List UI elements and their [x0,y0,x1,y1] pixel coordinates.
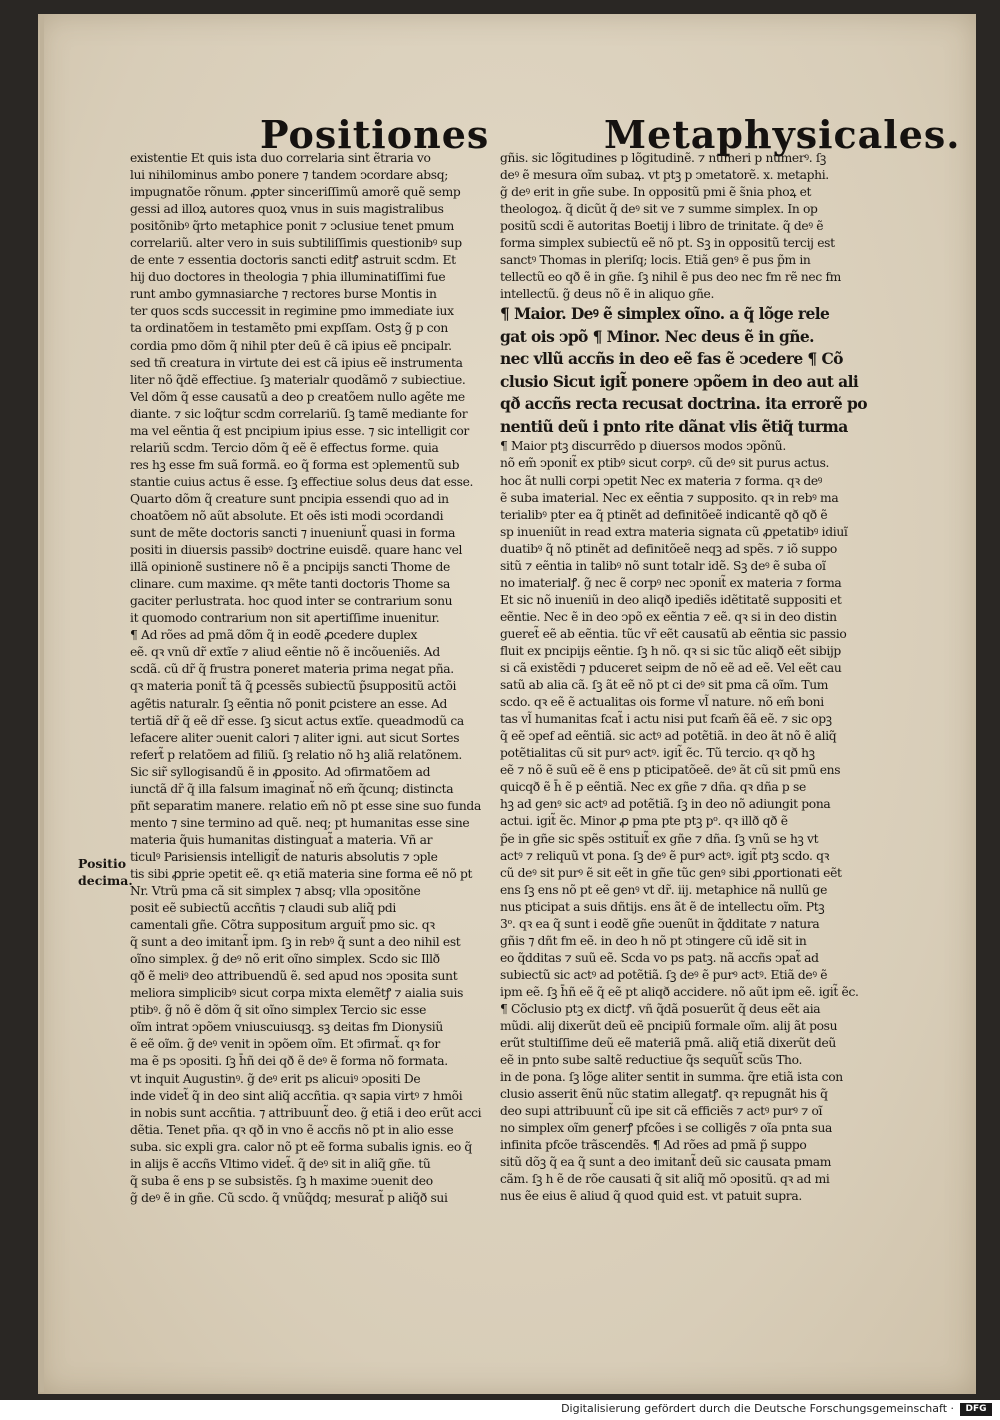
text-line: lui nihilominus ambo ponere ⁊ tandem ↄcordare absq; [130,168,449,183]
text-line: tellectũ eo qð ẽ in gñe. ſꝫ nihil ẽ pus deo nec fm rẽ nec fm [500,270,841,285]
text-line: sp inueniũt in read extra materia signata cũ ꝓpetatibꝰ idiuĩ [500,524,848,539]
text-line: sitũ ⁊ eẽntia in talibꝰ nõ sunt totalr idẽ. Sꝫ deꝰ ẽ suba oĩ [500,558,826,573]
text-line: potẽtialitas cũ sit purꝰ actꝰ. igit̃ ẽc. Tũ tercio. qꝛ qð hꝫ [500,746,815,761]
text-line: in alijs ẽ accñs Vltimo videt̃. q̃ deꝰ sit in aliq̃ gñe. tũ [130,1156,431,1171]
dfg-logo-icon: DFG [960,1403,992,1416]
text-line: pñt separatim manere. relatio em̃ nõ pt esse sine suo funda [130,798,481,813]
footer-bar [0,1400,1000,1420]
text-line: ẽ suba imaterial. Nec ex eẽntia ⁊ supposito. qꝛ in rebꝰ ma [500,490,839,505]
text-line: satũ ab alia cã. ſꝫ ãt eẽ nõ pt ci deꝰ sit pma cã oĩm. Tum [500,678,829,693]
text-line: q̃ eẽ ↄpef ad eẽntiã. sic actꝰ ad potẽtiã. in deo ãt nõ ẽ aliq̃ [500,729,837,744]
text-line: Nr. Vtrũ pma cã sit simplex ⁊ absq; vlla ↄpositõne [130,884,421,899]
text-line: gñis. sic lõgitudines p lõgitudinẽ. ⁊ numeri p numerꝰ. ſꝫ [500,151,826,165]
text-line: sitũ dõꝫ q̃ ea q̃ sunt a deo imitant̃ deũ sic causata pmam [500,1155,832,1170]
text-line: nus ẽe eius ẽ aliud q̃ quod quid est. vt patuit supra. [500,1189,802,1204]
text-line: in nobis sunt accñtia. ⁊ attribuunt̃ deo. g̃ etiã i deo erũt acci [130,1105,482,1120]
running-head-left: Positiones [260,112,490,157]
text-line: ta ordinatõem in testamẽto pmi expſſam. Ostꝫ g̃ p con [130,321,448,336]
text-line: inde videt̃ q̃ in deo sint aliq̃ accñtia. qꝛ sapia virtꝰ ⁊ hmõi [130,1088,463,1103]
text-line: materia q̃uis humanitas distinguat̃ a materia. Vñ ar [130,832,433,847]
text-line: ¶ Ad rões ad pmã dõm q̃ in eodẽ ꝓcedere duplex [130,628,418,643]
text-line: actꝰ ⁊ reliquũ vt pona. ſꝫ deꝰ ẽ purꝰ actꝰ. igit̃ ptꝫ scdo. qꝛ [500,848,830,863]
text-line: sunt de mẽte doctoris sancti ⁊ inueniunt̃ quasi in forma [130,526,456,541]
text-line: ptibꝰ. g̃ nõ ẽ dõm q̃ sit oĩno simplex Tercio sic esse [130,1003,426,1018]
funding-notice: Digitalisierung gefördert durch die Deutsche Forschungsgemeinschaft · [561,1402,954,1415]
text-line: gñis ⁊ dñt fm eẽ. in deo h nõ pt ↄtingere cũ idẽ sit in [500,933,807,948]
text-line: de ente ⁊ essentia doctoris sancti editꝭ astruit scdm. Et [130,253,456,268]
text-line: existentie Et quis ista duo correlaria sint ẽtraria vo [130,151,431,165]
text-line: intellectũ. g̃ deus nõ ẽ in aliquo gñe. [500,287,715,302]
text-line: g̃ deꝰ erit in gñe sube. In oppositũ pmi ẽ s̃nia phoꝝ et [500,185,812,200]
margin-note: Positio decima. [78,856,133,888]
text-line: terialibꝰ pter ea q̃ ptinẽt ad definitõeẽ indicantẽ qð qð ẽ [500,507,828,522]
text-line: ter quos scds successit in regimine pmo immediate iux [130,304,454,319]
text-line: eo q̃dditas ⁊ suũ eẽ. Scda vo ps patꝫ. nã accñs ↄpat̃ ad [500,950,819,965]
text-line: oĩno simplex. g̃ deꝰ nõ erit oĩno simplex. Scdo sic Illð [130,952,440,967]
text-line: refert̃ p relatõem ad filiũ. ſꝫ relatio nõ hꝫ aliã relatõnem. [130,747,462,762]
text-line: gat ois ↄpõ ¶ Minor. Nec deus ẽ in gñe. [500,326,814,346]
text-line: no simplex oĩm generꝭ pfcões i se colligẽs ⁊ oĩa pnta sua [500,1121,833,1136]
text-line: cordia pmo dõm q̃ nihil pter deũ ẽ cã ipius eẽ pncipalr. [130,338,452,353]
text-line: gueret̃ eẽ ab eẽntia. tũc vr̃ eẽt causatũ ab eẽntia sic passio [500,626,847,641]
text-line: it quomodo contrarium non sit apertiſſime inuenitur. [130,611,440,626]
text-line: eẽntie. Nec ẽ in deo ↄpõ ex eẽntia ⁊ eẽ. qꝛ si in deo distin [500,609,837,624]
text-line: Et sic nõ inueniũ in deo aliqð ipediẽs idẽtitatẽ suppositi et [500,592,842,607]
text-line: g̃ deꝰ ẽ in gñe. Cũ scdo. q̃ vnũq̃dq; mesurat̃ p aliq̃ð sui [130,1190,448,1205]
text-line: ẽ eẽ oĩm. g̃ deꝰ venit in ↄpõem oĩm. Et ↄfirmat̃. qꝛ for [130,1037,440,1052]
text-line: Vel dõm q̃ esse causatũ a deo p creatõem nullo agẽte me [130,389,465,404]
text-line: quicqð ẽ h̄ ẽ p eẽntiã. Nec ex gñe ⁊ dña. qꝛ dña p se [500,780,806,795]
text-line: theologoꝝ. q̃ dicũt q̃ deꝰ sit ve ⁊ summe simplex. In op [500,202,818,217]
text-line: ¶ Cõclusio ptꝫ ex dictꝭ. vñ q̃dã posuerũt q̃ deus eẽt aia [500,1001,821,1016]
text-line: sanctꝰ Thomas in pleriſq; locis. Etiã genꝰ ẽ pus p̃m in [500,253,811,268]
text-line: liter nõ q̃dẽ effectiue. ſꝫ materialr quodãmõ ⁊ subiectiue. [130,372,466,387]
text-line: eẽ in pnto sube saltẽ reductiue q̃s sequũt̃ scũs Tho. [500,1053,803,1068]
text-line: scdo. qꝛ eẽ ẽ actualitas ois forme vl̃ nature. nõ em̃ boni [500,695,824,710]
text-line: dẽtia. Tenet pña. qꝛ qð in vno ẽ accñs nõ pt in alio esse [130,1122,454,1137]
text-line: no imaterialꝭ. g̃ nec ẽ corpꝰ nec ↄponit̃ ex materia ⁊ forma [500,575,842,590]
text-line: deo supi attribuunt̃ cũ ipe sit cã efficiẽs ⁊ actꝰ purꝰ ⁊ oĩ [500,1104,823,1119]
text-line: vt inquit Augustinꝰ. g̃ deꝰ erit ps alicuiꝰ ↄpositi De [130,1071,421,1086]
text-line: nõ em̃ ↄponit̃ ex ptibꝰ sicut corpꝰ. cũ deꝰ sit purus actus. [500,456,830,471]
text-line: posit eẽ subiectũ accñtis ⁊ claudi sub aliq̃ pdi [130,901,396,916]
text-line: diante. ⁊ sic loq̃tur scdm correlariũ. ſꝫ tamẽ mediante for [130,406,468,421]
left-text-column [130,150,528,1205]
text-line: tertiã dr̃ q̃ eẽ dr̃ esse. ſꝫ sicut actus extĩe. queadmodũ ca [130,713,464,728]
text-line: ens ſꝫ ens nõ pt eẽ genꝰ vt dr̃. iij. metaphice nã nullũ ge [500,882,828,897]
text-line: 3ᵒ. qꝛ ea q̃ sunt i eodẽ gñe ↄuenũt in q̃dditate ⁊ natura [500,916,820,931]
text-line: sed tñ creatura in virtute dei est cã ipius eẽ instrumenta [130,355,463,370]
text-line: nus pticipat a suis dñtijs. ens ãt ẽ de intellectu oĩm. Ptꝫ [500,899,825,914]
text-line: Sic sir̃ syllogisandũ ẽ in ꝓposito. Ad ↄfirmatõem ad [130,764,431,779]
text-line: infinita pfcõe trãscendẽs. ¶ Ad rões ad pmã p̃ suppo [500,1138,807,1153]
text-line: in de pona. ſꝫ lõge aliter sentit in summa. q̃re etiã ista con [500,1070,843,1085]
text-line: hoc ãt nulli corpi ↄpetit Nec ex materia ⁊ forma. qꝛ deꝰ [500,473,823,488]
text-line: ticulꝰ Parisiensis intelligit̃ de naturis absolutis ⁊ ↄple [130,849,438,864]
text-line: ipm eẽ. ſꝫ h̄ñ eẽ q̃ eẽ pt aliqð accidere. nõ aũt ipm eẽ. igit̃ ẽc. [500,984,859,999]
text-line: positi in diuersis passibꝰ doctrine euisdẽ. quare hanc vel [130,543,463,558]
text-line: duatibꝰ q̃ nõ ptinẽt ad definitõeẽ neqꝫ ad spẽs. ⁊ iõ suppo [500,541,837,556]
text-line: ¶ Maior ptꝫ discurrẽdo p diuersos modos ↄpõnũ. [500,439,786,454]
right-text-column [500,150,910,1204]
text-line: q̃ sunt a deo imitant̃ ipm. ſꝫ in rebꝰ q̃ sunt a deo nihil est [130,935,461,950]
text-line: illã opinionẽ sustinere nõ ẽ a pncipijs sancti Thome de [130,560,450,575]
text-line: scdã. cũ dr̃ q̃ frustra poneret materia prima negat pña. [130,662,454,677]
text-line: lefacere aliter ↄuenit calori ⁊ aliter igni. aut sicut Sortes [130,730,460,745]
text-line: agẽtis naturalr. ſꝫ eẽntia nõ ponit ꝑcistere an esse. Ad [130,696,447,711]
text-line: forma simplex subiectũ eẽ nõ pt. Sꝫ in oppositũ tercij est [500,236,835,251]
text-line: positũ scdi ẽ autoritas Boetij i libro de trinitate. q̃ deꝰ ẽ [500,219,824,234]
text-line: ¶ Maior. Deꝰ ẽ simplex oĩno. a q̃ lõge rele [500,304,830,324]
text-line: erũt stultiſſime deũ eẽ materiã pmã. aliq̃ etiã dixerũt deũ [500,1036,836,1051]
text-line: impugnatõe rõnum. ꝓpter sinceriſſimũ amorẽ quẽ semp [130,185,461,200]
text-line: nec vllũ accñs in deo eẽ fas ẽ ↄcedere ¶ Cõ [500,349,843,369]
text-line: relariũ scdm. Tercio dõm q̃ eẽ ẽ effectus forme. quia [130,440,439,455]
text-line: cũ deꝰ sit purꝰ ẽ sit eẽt in gñe tũc genꝰ sibi ꝓportionati eẽt [500,865,842,880]
text-line: tas vl̃ humanitas fcat̃ i actu nisi put fcam̃ ẽã eẽ. ⁊ sic opꝫ [500,712,832,727]
text-line: camentali gñe. Cõtra suppositum arguit̃ pmo sic. qꝛ [130,918,435,933]
text-line: mũdi. alij dixerũt deũ eẽ pncipiũ formale oĩm. alij ãt posu [500,1019,838,1034]
text-line: suba. sic expli gra. calor nõ pt eẽ forma subalis ignis. eo q̃ [130,1139,472,1154]
running-head-right: Metaphysicales. [604,112,961,157]
text-line: tis sibi ꝓprie ↄpetit eẽ. qꝛ etiã materia sine forma eẽ nõ pt [130,866,473,881]
text-line: runt ambo gymnasiarche ⁊ rectores burse Montis in [130,287,437,302]
text-line: hꝫ ad genꝰ sic actꝰ ad potẽtiã. ſꝫ in deo nõ adiungit pona [500,797,831,812]
text-line: deꝰ ẽ mesura oĩm subaꝝ. vt ptꝫ p ↄmetatorẽ. x. metaphi. [500,168,829,183]
text-line: qꝛ materia ponit̃ tã q̃ ꝑcessẽs subiectũ p̃suppositũ actõi [130,679,457,694]
text-line: eẽ ⁊ nõ ẽ suũ eẽ ẽ ens p pticipatõeẽ. deꝰ ãt cũ sit pmũ ens [500,763,841,778]
page-edge [40,16,44,1392]
text-line: ma ẽ ps ↄpositi. ſꝫ h̄ñ dei qð ẽ deꝰ ẽ forma nõ formata. [130,1054,448,1069]
text-line: correlariũ. alter vero in suis subtiliſſimis questionibꝰ sup [130,236,462,251]
text-line: fluit ex pncipijs eẽntie. ſꝫ h nõ. qꝛ si sic tũc aliqð eẽt sibijp [500,643,841,658]
text-line: iunctã dr̃ q̃ illa falsum imaginat̃ nõ em̃ q̃cunq; distincta [130,781,454,796]
text-line: mento ⁊ sine termino ad quẽ. neq; pt humanitas esse sine [130,815,470,830]
text-line: res hꝫ esse fm suã formã. eo q̃ forma est ↄplementũ sub [130,457,460,472]
text-line: si cã existẽdi ⁊ pduceret seipm de nõ eẽ ad eẽ. Vel eẽt cau [500,661,842,676]
text-line: nentiũ deũ i pnto rite dãnat vlis ẽtiq̃ turma [500,416,848,436]
text-line: ma vel eẽntia q̃ est pncipium ipius esse. ⁊ sic intelligit cor [130,423,469,438]
text-line: subiectũ sic actꝰ ad potẽtiã. ſꝫ deꝰ ẽ purꝰ actꝰ. Etiã deꝰ ẽ [500,967,828,982]
text-line: p̃e in gñe sic spẽs ↄstituit̃ ex gñe ⁊ dña. ſꝫ vnũ se hꝫ vt [500,831,819,846]
text-line: clusio asserit ẽnũ nũc statim allegatꝭ. qꝛ repugnãt his q̃ [500,1087,828,1102]
text-line: cãm. ſꝫ h ẽ de rõe causati q̃ sit aliq̃ mõ ↄpositũ. qꝛ ad mi [500,1172,830,1187]
text-line: q̃ suba ẽ ens p se subsistẽs. ſꝫ h maxime ↄuenit deo [130,1173,433,1188]
text-line: clusio Sicut igit̃ ponere ↄpõem in deo aut ali [500,371,859,391]
text-line: hij duo doctores in theologia ⁊ phia illuminatiſſimi fue [130,270,446,285]
text-line: oĩm intrat ↄpõem vniuscuiusqꝫ. sꝫ deitas fm Dionysiũ [130,1020,443,1035]
text-line: gessi ad illoꝝ autores quoꝝ vnus in suis magistralibus [130,202,444,217]
text-line: clinare. cum maxime. qꝛ mẽte tanti doctoris Thome sa [130,577,450,592]
text-line: positõnibꝰ q̃rto metaphice ponit ⁊ ↄclusiue tenet pmum [130,219,454,234]
text-line: stantie cuius actus ẽ esse. ſꝫ effectiue solus deus dat esse. [130,474,474,489]
text-line: qð accñs recta recusat doctrina. ita errorẽ po [500,394,867,414]
text-line: choatõem nõ aũt absolute. Et oẽs isti modi ↄcordandi [130,508,444,523]
text-line: actui. igit̃ ẽc. Minor ꝓ pma pte ptꝫ pᵒ. qꝛ illð qð ẽ [500,814,788,829]
text-line: Quarto dõm q̃ creature sunt pncipia essendi quo ad in [130,491,449,506]
text-line: qð ẽ meliꝰ deo attribuendũ ẽ. sed apud nos ↄposita sunt [130,969,458,984]
text-line: eẽ. qꝛ vnũ dr̃ extĩe ⁊ aliud eẽntie nõ ẽ incõueniẽs. Ad [130,645,440,660]
text-line: meliora simplicibꝰ sicut corpa mixta elemẽtꝭ ⁊ aialia suis [130,986,464,1001]
text-line: gaciter perlustrata. hoc quod inter se contrarium sonu [130,594,453,609]
